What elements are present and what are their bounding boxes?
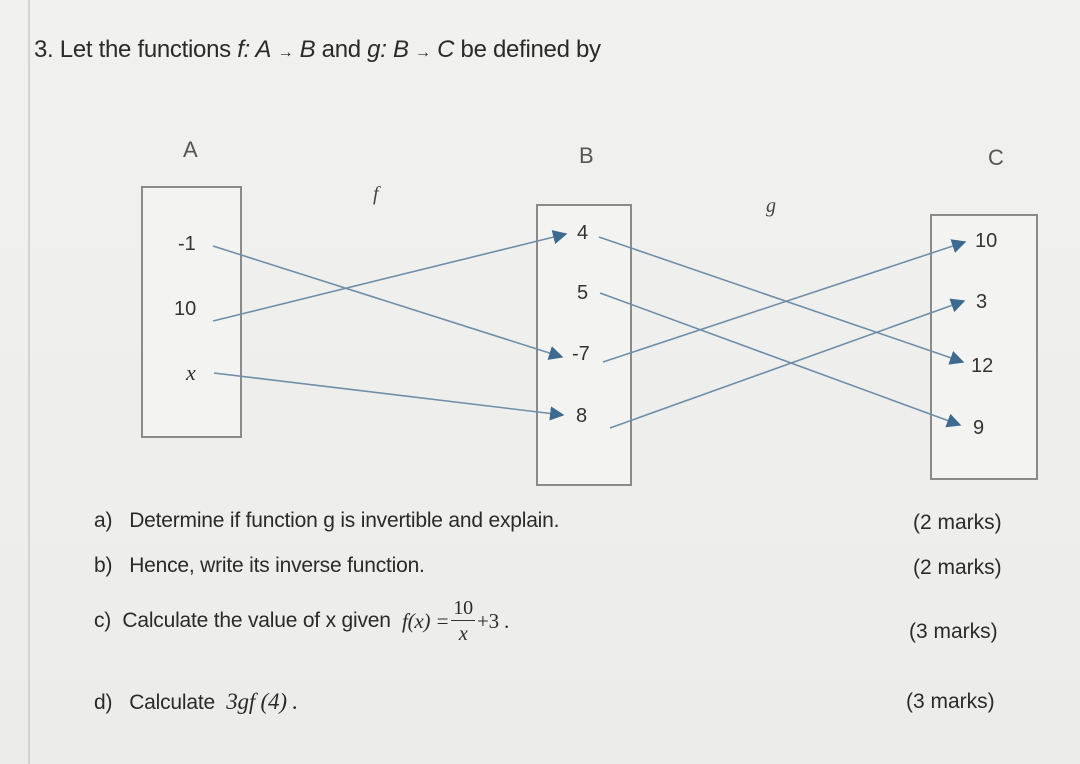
part-d-marks: (3 marks) bbox=[906, 690, 995, 713]
part-c-marks: (3 marks) bbox=[909, 620, 998, 643]
g-arrow-4-to-12 bbox=[599, 237, 963, 362]
f-arrow-10-to-4 bbox=[213, 234, 566, 321]
part-c-tail: +3 . bbox=[476, 608, 510, 633]
set-b-element: 4 bbox=[577, 222, 589, 244]
set-b-element: 8 bbox=[576, 405, 588, 427]
set-c-element: 12 bbox=[971, 355, 994, 377]
set-c-element: 9 bbox=[973, 417, 985, 439]
g-label: g bbox=[766, 195, 776, 217]
question-text-after: be defined by bbox=[454, 36, 601, 63]
part-d-text: Calculate bbox=[129, 691, 215, 714]
g-definition: g: B bbox=[367, 36, 409, 63]
part-b-text: Hence, write its inverse function. bbox=[129, 554, 425, 577]
f-arrow-x-to-8 bbox=[214, 373, 563, 415]
question-text-before: Let the functions bbox=[59, 36, 238, 63]
part-d bbox=[94, 689, 298, 715]
part-b bbox=[94, 554, 425, 578]
part-c bbox=[94, 598, 509, 644]
set-c-element: 3 bbox=[976, 291, 988, 313]
g-arrow-5-to-9 bbox=[600, 293, 960, 425]
part-c-numerator: 10 bbox=[453, 597, 473, 619]
set-c-label: C bbox=[988, 145, 1004, 170]
g-arrow-8-to-3 bbox=[610, 301, 964, 428]
f-target: B bbox=[299, 36, 316, 63]
set-a-element: -1 bbox=[178, 233, 196, 255]
set-c-element: 10 bbox=[975, 230, 998, 252]
part-d-expression: 3gf (4) . bbox=[226, 689, 298, 714]
set-b-element: -7 bbox=[572, 343, 590, 365]
part-c-label: c) bbox=[94, 609, 112, 632]
part-a-marks: (2 marks) bbox=[913, 511, 1002, 534]
part-a-label: a) bbox=[94, 509, 113, 532]
set-a-label: A bbox=[183, 137, 198, 162]
part-c-fraction bbox=[451, 598, 475, 644]
set-a-element: 10 bbox=[174, 298, 197, 320]
set-a-element: x bbox=[186, 360, 196, 385]
part-a-text: Determine if function g is invertible and explain. bbox=[129, 509, 560, 532]
g-target: C bbox=[437, 36, 455, 63]
part-c-function bbox=[402, 609, 449, 634]
arrow-icon: → bbox=[277, 44, 294, 61]
part-c-fx: f(x) = bbox=[402, 608, 450, 633]
set-b-element: 5 bbox=[577, 282, 589, 304]
part-c-denominator: x bbox=[458, 623, 468, 645]
part-a bbox=[94, 509, 559, 533]
part-d-label: d) bbox=[94, 691, 113, 714]
arrow-icon: → bbox=[415, 44, 431, 61]
f-label: f bbox=[373, 183, 379, 205]
part-b-marks: (2 marks) bbox=[913, 556, 1002, 579]
part-b-label: b) bbox=[94, 554, 113, 577]
and-text: and bbox=[315, 36, 368, 63]
question-number: 3. bbox=[34, 36, 54, 63]
set-b-label: B bbox=[579, 143, 594, 168]
f-definition: f: A bbox=[237, 36, 272, 63]
part-c-text: Calculate the value of x given bbox=[122, 609, 391, 632]
f-arrow-neg1-to-neg7 bbox=[213, 246, 562, 357]
